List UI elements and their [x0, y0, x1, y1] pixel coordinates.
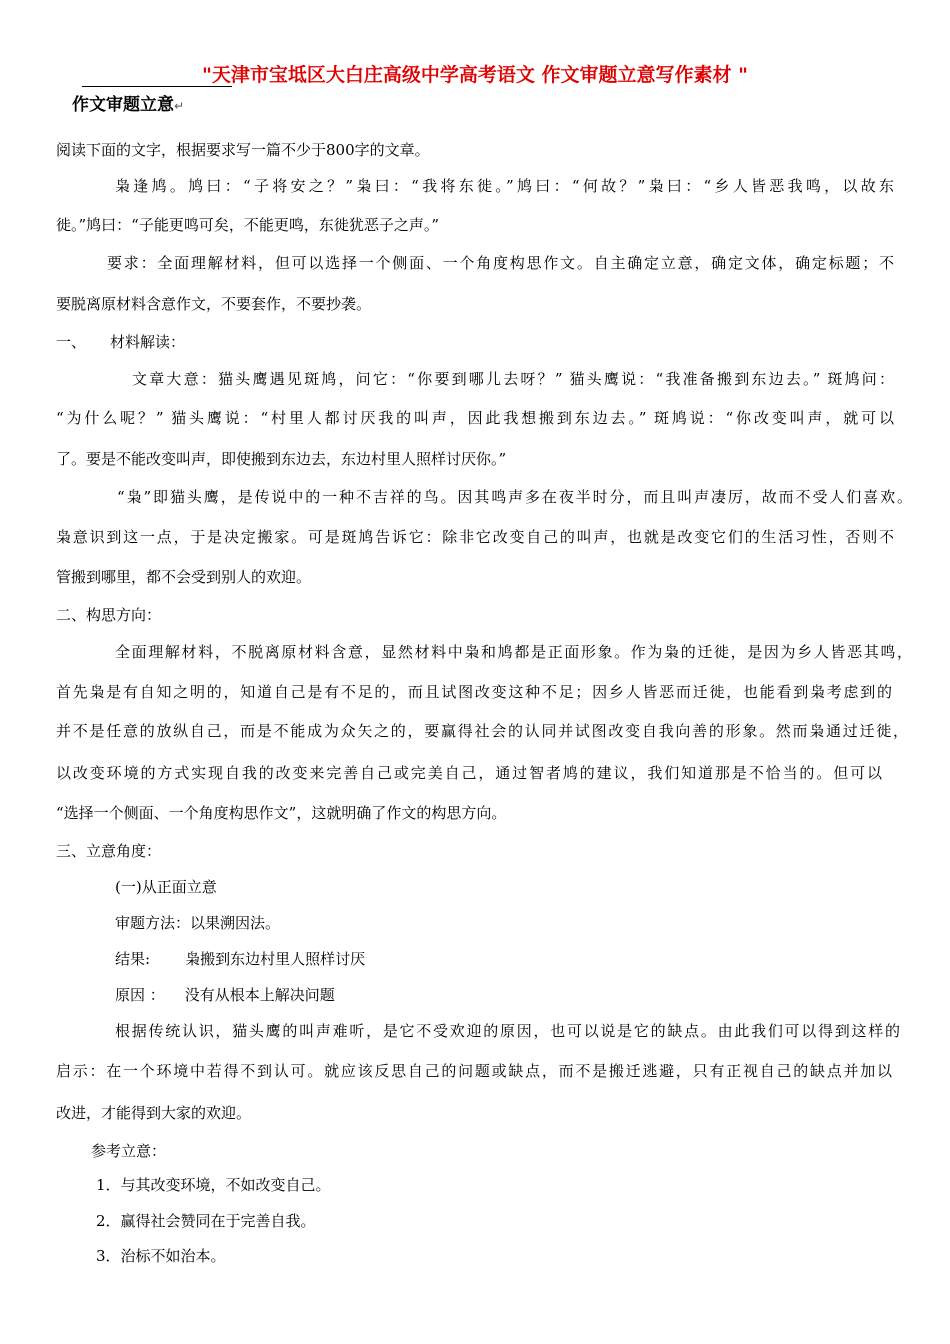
paragraph-line: 首先枭是有自知之明的，知道自己是有不足的，而且试图改变这种不足；因乡人皆恶而迁徙，也能看到枭考虑到的 — [56, 683, 892, 701]
list-heading — [56, 331, 894, 353]
paragraph-line: 要求：全面理解材料，但可以选择一个侧面、一个角度构思作文。自主确定立意，确定文体，确定标题；不 — [107, 254, 894, 272]
title-underline — [82, 86, 232, 87]
paragraph-line: 枭意识到这一点，于是决定搬家。可是斑鸠告诉它：除非它改变自己的叫声，也就是改变它们的生活习性，否则不 — [56, 528, 894, 546]
paragraph-line: 徙。”鸠曰：“子能更鸣可矣，不能更鸣，东徙犹恶子之声。” — [56, 216, 440, 234]
list-item: 2．赢得社会赞同在于完善自我。 — [96, 1212, 316, 1230]
paragraph-line: “为什么呢？” 猫头鹰说：“村里人都讨厌我的叫声，因此我想搬到东边去。” 斑鸠说：“你改变叫声，就可以 — [56, 409, 894, 427]
paragraph-line: “枭”即猫头鹰，是传说中的一种不吉祥的鸟。因其鸣声多在夜半时分，而且叫声凄厉，故而不受人们喜欢。 — [117, 488, 912, 506]
paragraph-line: 全面理解材料，不脱离原材料含意，显然材料中枭和鸠都是正面形象。作为枭的迁徙，是因为乡人皆恶其鸣， — [115, 643, 912, 661]
labeled-line — [115, 984, 894, 1006]
labeled-line — [115, 948, 894, 970]
paragraph-line: 枭逢鸠。鸠曰：“子将安之？”枭曰：“我将东徙。”鸠曰：“何故？”枭曰：“乡人皆恶我鸣，以故东 — [115, 177, 894, 195]
line-text: 没有从根本上解决问题 — [184, 986, 335, 1004]
paragraph-line: 改进，才能得到大家的欢迎。 — [56, 1104, 252, 1122]
section-heading-text: 作文审题立意 — [72, 95, 174, 115]
document-title: "天津市宝坻区大白庄高级中学高考语文 作文审题立意写作素材 " — [201, 64, 749, 86]
line-label: 原因 ： — [115, 986, 165, 1004]
paragraph-line: 启示：在一个环境中若得不到认可。就应该反思自己的问题或缺点，而不是搬迁逃避，只有正视自己的缺点并加以 — [56, 1062, 892, 1080]
section-subheading: 二、构思方向： — [56, 606, 162, 624]
list-item: 3．治标不如治本。 — [96, 1247, 226, 1265]
subsection-heading: 参考立意： — [91, 1142, 167, 1160]
paragraph-line: 以改变环境的方式实现自我的改变来完善自己或完美自己，通过智者鸠的建议，我们知道那是不恰当的。但可以 — [56, 764, 882, 782]
paragraph-line: “选择一个侧面、一个角度构思作文”，这就明确了作文的构思方向。 — [56, 804, 507, 822]
section-heading — [72, 90, 184, 115]
paragraph-line: 审题方法：以果溯因法。 — [115, 914, 281, 932]
paragraph-line: 了。要是不能改变叫声，即使搬到东边去，东边村里人照样讨厌你。” — [56, 450, 507, 468]
list-number: 一、 — [56, 333, 87, 351]
paragraph-line: 根据传统认识，猫头鹰的叫声难听，是它不受欢迎的原因，也可以说是它的缺点。由此我们可以得到这样的 — [115, 1022, 900, 1040]
paragraph-line: 并不是任意的放纵自己，而是不能成为众矢之的，要赢得社会的认同并试图改变自我向善的形象。然而枭通过迁徙， — [56, 722, 908, 740]
paragraph-mark-icon: ↵ — [174, 99, 185, 113]
section-subheading: 三、立意角度： — [56, 842, 162, 860]
line-label: 结果: — [115, 950, 151, 968]
paragraph-line: 管搬到哪里，都不会受到别人的欢迎。 — [56, 568, 312, 586]
list-item: 1．与其改变环境，不如改变自己。 — [96, 1176, 331, 1194]
subsection-heading: (一)从正面立意 — [115, 878, 217, 896]
paragraph-line: 文章大意：猫头鹰遇见斑鸠，问它：“你要到哪儿去呀？” 猫头鹰说：“我准备搬到东边去。” 斑鸠问： — [132, 370, 894, 388]
line-text: 枭搬到东边村里人照样讨厌 — [185, 950, 366, 968]
paragraph-line: 阅读下面的文字，根据要求写一篇不少于800字的文章。 — [56, 141, 430, 159]
list-heading-text: 材料解读： — [110, 333, 186, 351]
paragraph-line: 要脱离原材料含意作文，不要套作，不要抄袭。 — [56, 295, 372, 313]
